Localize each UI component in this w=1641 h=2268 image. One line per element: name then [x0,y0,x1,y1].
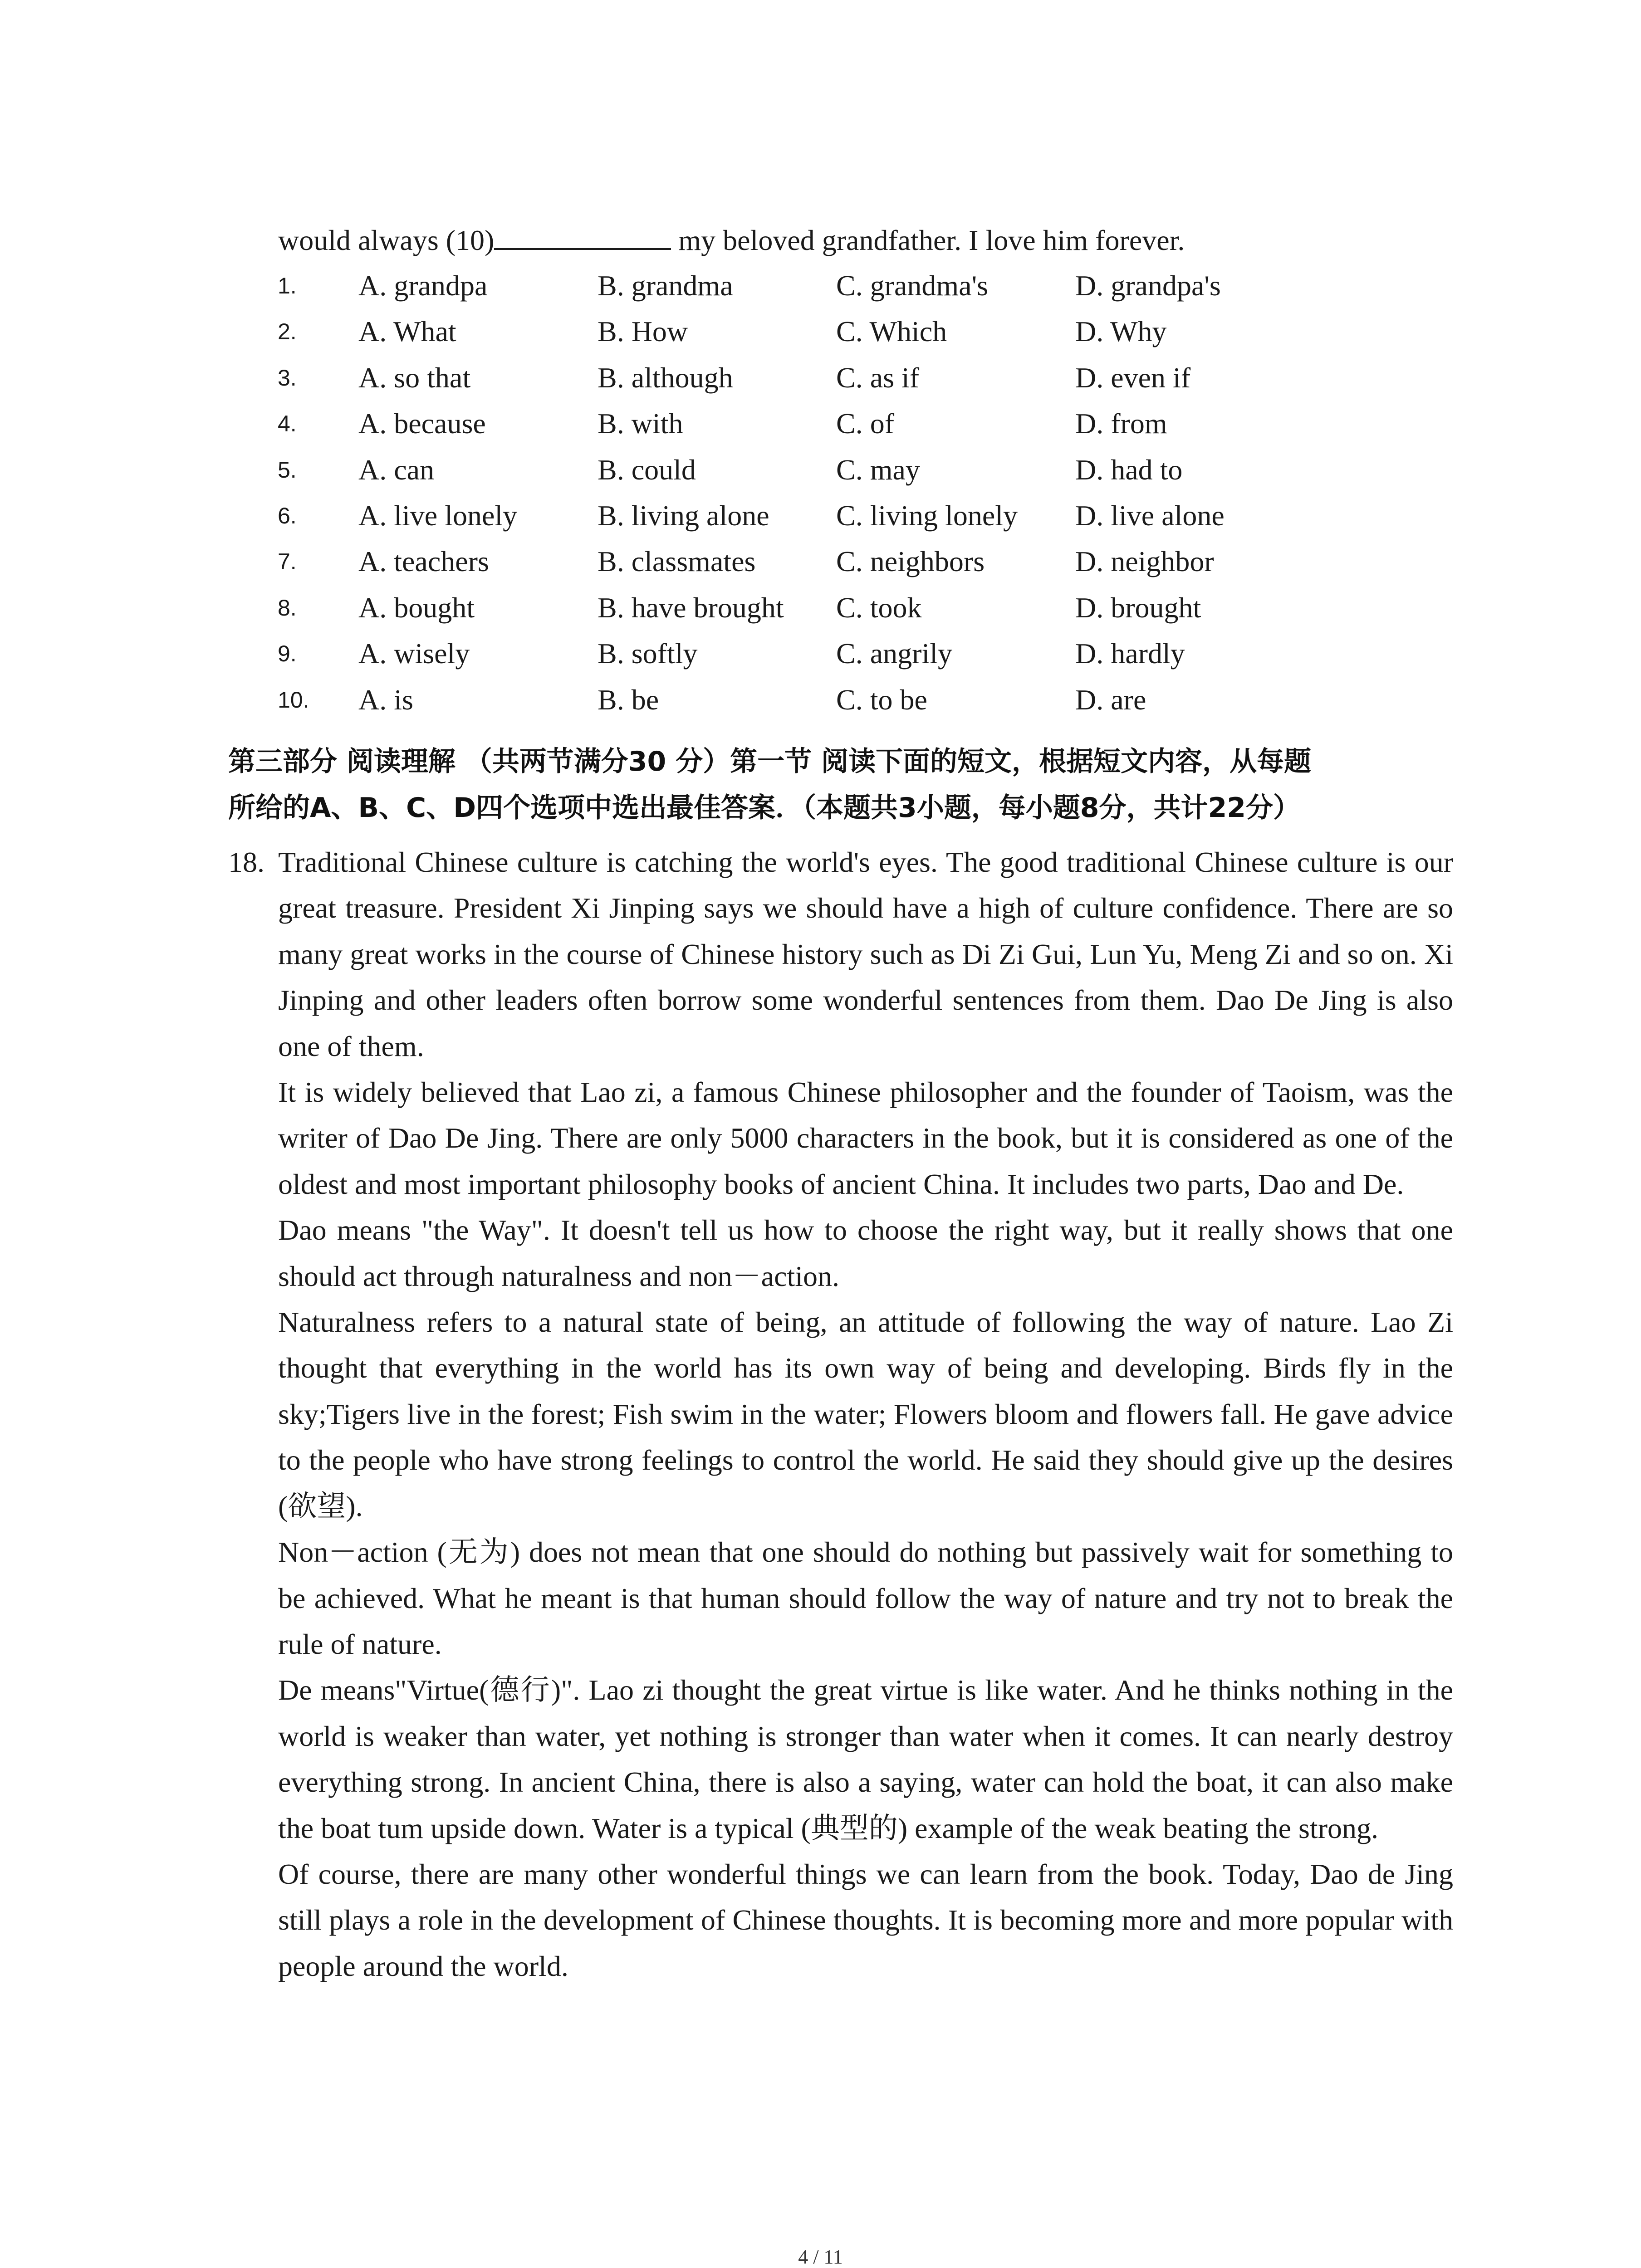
option-b: B. softly [598,637,698,670]
option-b: B. How [598,315,688,348]
option-number: 6. [278,503,297,528]
passage-paragraph: Non－action (无为) does not mean that one should do nothing but passively wait for something to be achieved. What he meant is that human should follow the way of nature and try not to break the rule of nature. [278,1536,1453,1660]
option-a: A. wisely [358,637,470,670]
option-b: B. grandma [598,269,733,302]
option-d: D. grandpa's [1075,269,1221,302]
option-d: D. even if [1075,361,1191,394]
intro-text-after: my beloved grandfather. I love him forever. [671,224,1185,256]
passage-paragraph: Naturalness refers to a natural state of being, an attitude of following the way of nature. Lao Zi thought that everything in the world has its own way of being and developing. Birds fly in the sky;Tigers live in the forest; Fish swim in the water; Flowers bloom and flowers fall. He gave advice to the people who have strong feelings to control the world. He said they should give up the desires (欲望). [278,1306,1453,1522]
option-row [0,451,1641,497]
option-a: A. live lonely [358,499,518,532]
question-number: 18. [228,846,265,878]
option-c: C. neighbors [836,545,985,578]
option-a: A. teachers [358,545,489,578]
option-row [0,589,1641,635]
option-row [0,405,1641,450]
option-c: C. took [836,591,922,624]
option-a: A. grandpa [358,269,488,302]
option-d: D. are [1075,683,1146,716]
answer-blank [494,222,671,250]
option-a: A. What [358,315,456,348]
option-number: 10. [278,687,309,713]
option-a: A. so that [358,361,471,394]
section-header [228,738,1453,831]
option-c: C. Which [836,315,947,348]
option-number: 2. [278,319,297,345]
option-number: 4. [278,411,297,437]
option-c: C. grandma's [836,269,989,302]
option-row [0,543,1641,588]
option-d: D. live alone [1075,499,1225,532]
option-b: B. be [598,683,659,716]
option-number: 9. [278,641,297,667]
option-b: B. living alone [598,499,769,532]
option-a: A. can [358,453,435,486]
option-row [0,635,1641,680]
option-c: C. as if [836,361,920,394]
option-number: 5. [278,457,297,483]
section-header-line-2: 所给的A、B、C、D四个选项中选出最佳答案．（本题共3小题，每小题8分，共计22分） [228,792,1300,824]
option-c: C. angrily [836,637,952,670]
options-table [0,267,1641,727]
option-row [0,497,1641,543]
page-number: 4 / 11 [798,2246,843,2268]
option-b: B. with [598,407,683,440]
passage-paragraph: Dao means "the Way". It doesn't tell us how to choose the right way, but it really shows that one should act through naturalness and non－action. [278,1214,1453,1292]
option-c: C. may [836,453,920,486]
passage [278,839,1453,1989]
option-a: A. because [358,407,486,440]
option-row [0,313,1641,358]
option-row [0,359,1641,405]
passage-paragraph: Of course, there are many other wonderful things we can learn from the book. Today, Dao de Jing still plays a role in the development of Chinese thoughts. It is becoming more and more popular with people around the world. [278,1857,1453,1982]
passage-paragraph: It is widely believed that Lao zi, a famous Chinese philosopher and the founder of Taoism, was the writer of Dao De Jing. There are only 5000 characters in the book, but it is considered as one of the oldest and most important philosophy books of ancient China. It includes two parts, Dao and De. [278,1076,1453,1200]
option-d: D. Why [1075,315,1167,348]
intro-line [278,221,1185,259]
passage-paragraph: De means"Virtue(德行)". Lao zi thought the great virtue is like water. And he thinks nothing in the world is weaker than water, yet nothing is stronger than water when it comes. It can nearly destroy everything strong. In ancient China, there is also a saying, water can hold the boat, it can also make the boat tum upside down. Water is a typical (典型的) example of the weak beating the strong. [278,1674,1453,1844]
option-b: B. although [598,361,733,394]
option-a: A. is [358,683,413,716]
option-c: C. to be [836,683,927,716]
section-header-line-1: 第三部分 阅读理解 （共两节满分30 分）第一节 阅读下面的短文，根据短文内容，从每题 [228,746,1312,777]
option-number: 8. [278,595,297,621]
option-b: B. have brought [598,591,784,624]
option-number: 3. [278,365,297,391]
option-c: C. living lonely [836,499,1018,532]
option-b: B. could [598,453,696,486]
option-row [0,267,1641,313]
option-a: A. bought [358,591,475,624]
passage-paragraph: Traditional Chinese culture is catching the world's eyes. The good traditional Chinese culture is our great treasure. President Xi Jinping says we should have a high of culture confidence. There are so many great works in the course of Chinese history such as Di Zi Gui, Lun Yu, Meng Zi and so on. Xi Jinping and other leaders often borrow some wonderful sentences from them. Dao De Jing is also one of them. [278,846,1453,1062]
option-d: D. from [1075,407,1167,440]
option-d: D. brought [1075,591,1201,624]
option-d: D. had to [1075,453,1183,486]
intro-text-before: would always (10) [278,224,495,256]
option-b: B. classmates [598,545,756,578]
option-number: 7. [278,549,297,575]
option-row [0,681,1641,727]
reading-question [228,839,1453,1989]
option-d: D. hardly [1075,637,1185,670]
option-d: D. neighbor [1075,545,1214,578]
option-c: C. of [836,407,894,440]
option-number: 1. [278,273,297,298]
